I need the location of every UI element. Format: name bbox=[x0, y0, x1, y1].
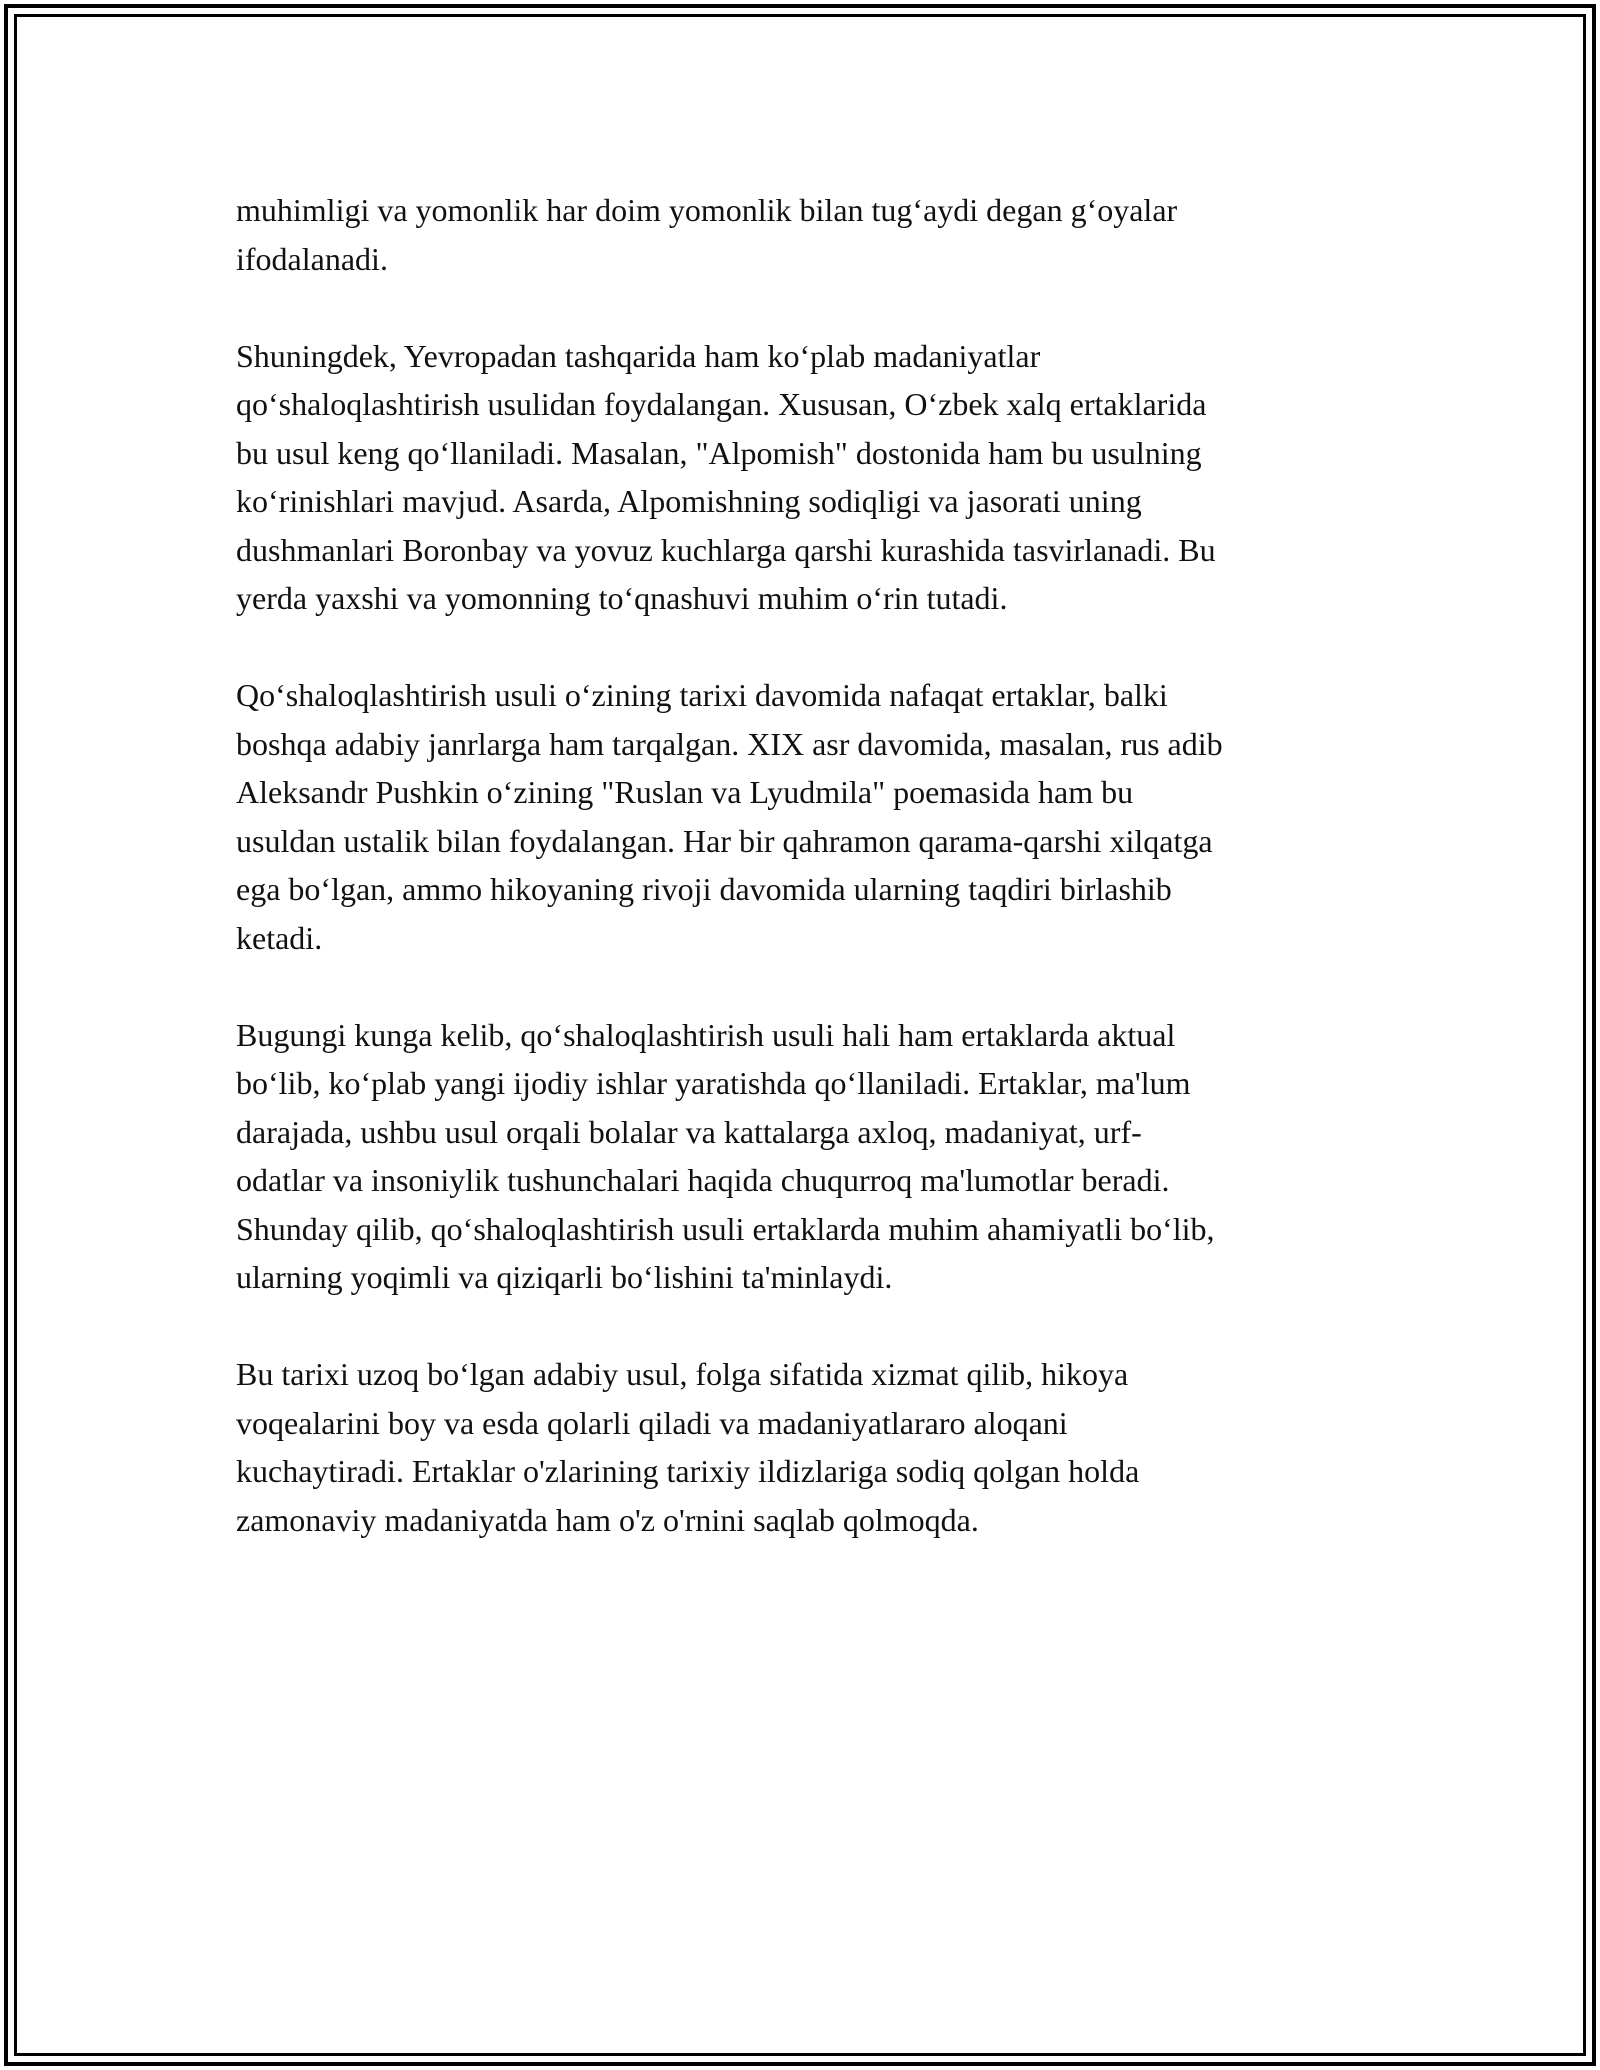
paragraph-2: Shuningdek, Yevropadan tashqarida ham ko‘plab madaniyatlar qo‘shaloqlashtirish usulidan foydalangan. Xususan, O‘zbek xalq ertaklarida bu usul keng qo‘llaniladi. Masalan, "Alpomish" dostonida ham bu usulning ko‘rinishlari mavjud. Asarda, Alpomishning sodiqligi va jasorati uning dushmanlari Boronbay va yovuz kuchlarga qarshi kurashida tasvirlanadi. Bu yerda yaxshi va yomonning to‘qnashuvi muhim o‘rin tutadi. bbox=[236, 337, 1216, 616]
paragraph-5: Bu tarixi uzoq bo‘lgan adabiy usul, folga sifatida xizmat qilib, hikoya voqealarini boy va esda qolarli qiladi va madaniyatlararo aloqani kuchaytiradi. Ertaklar o'zlarining tarixiy ildizlariga sodiq qolgan holda zamonaviy madaniyatda ham o'z o'rnini saqlab qolmoqda. bbox=[236, 1356, 1140, 1538]
paragraph-3: Qo‘shaloqlashtirish usuli o‘zining tarixi davomida nafaqat ertaklar, balki boshqa adabiy janrlarga ham tarqalgan. XIX asr davomida, masalan, rus adib Aleksandr Pushkin o‘zining "Ruslan va Lyudmila" poemasida ham bu usuldan ustalik bilan foydalangan. Har bir qahramon qarama-qarshi xilqatga ega bo‘lgan, ammo hikoyaning rivoji davomida ularning taqdiri birlashib ketadi. bbox=[236, 677, 1223, 956]
paragraph-4: Bugungi kunga kelib, qo‘shaloqlashtirish usuli hali ham ertaklarda aktual bo‘lib, ko‘plab yangi ijodiy ishlar yaratishda qo‘llaniladi. Ertaklar, ma'lum darajada, ushbu usul orqali bolalar va kattalarga axloq, madaniyat, urf- odatlar va insoniylik tushunchalari haqida chuqurroq ma'lumotlar beradi. Shunday qilib, qo‘shaloqlashtirish usuli ertaklarda muhim ahamiyatli bo‘lib, ularning yoqimli va qiziqarli bo‘lishini ta'minlaydi. bbox=[236, 1016, 1215, 1295]
document-body bbox=[236, 186, 1376, 1593]
paragraph-1: muhimligi va yomonlik har doim yomonlik bilan tug‘aydi degan g‘oyalar ifodalanadi. bbox=[236, 192, 1178, 277]
